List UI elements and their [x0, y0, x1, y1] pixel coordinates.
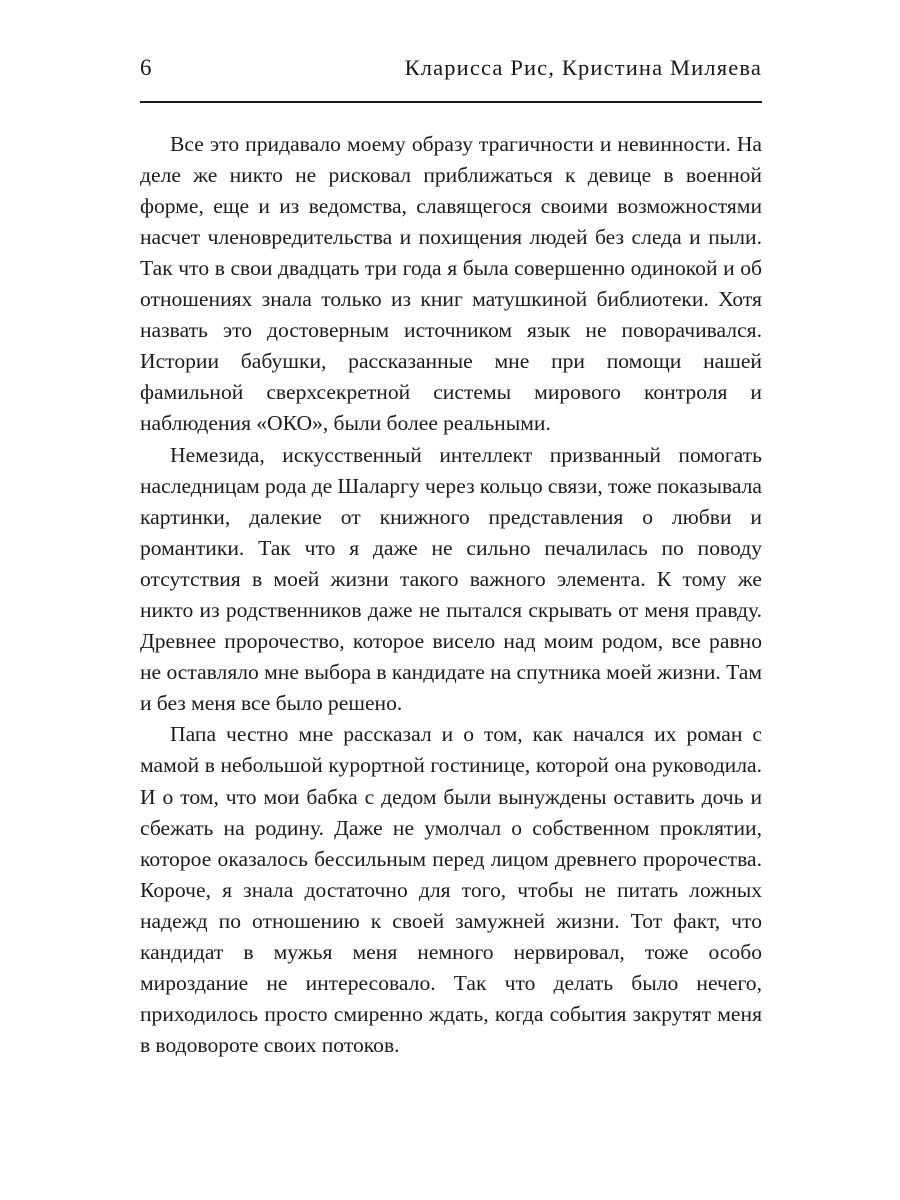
paragraph: Все это придавало моему образу трагичности и невинности. На деле же никто не рисковал приближаться к девице в военной форме, еще и из ведомства, славящегося своими возможностями насчет членовредительства и похищения людей без следа и пыли. Так что в свои двадцать три года я была совершенно одинокой и об отношениях знала только из книг матушкиной библиотеки. Хотя назвать это достоверным источником язык не поворачивался. Истории бабушки, рассказанные мне при помощи нашей фамильной сверхсекретной системы мирового контроля и наблюдения «ОКО», были более реальными.: [140, 131, 762, 436]
page-text-block: [140, 56, 762, 1061]
running-head-authors: Кларисса Рис, Кристина Миляева: [404, 55, 762, 80]
paragraph: Немезида, искусственный интеллект призванный помогать наследницам рода де Шаларгу через кольцо связи, тоже показывала картинки, далекие от книжного представления о любви и романтики. Так что я даже не сильно печалилась по поводу отсутствия в моей жизни такого важного элемента. К тому же никто из родственников даже не пытался скрывать от меня правду. Древнее пророчество, которое висело над моим родом, все равно не оставляло мне выбора в кандидате на спутника моей жизни. Там и без меня все было решено.: [140, 442, 763, 716]
paragraph: Папа честно мне рассказал и о том, как начался их роман с мамой в небольшой курортной гостинице, которой она руководила. И о том, что мои бабка с дедом были вынуждены оставить дочь и сбежать на родину. Даже не умолчал о собственном проклятии, которое оказалось бессильным перед лицом древнего пророчества. Короче, я знала достаточно для того, чтобы не питать ложных надежд по отношению к своей замужней жизни. Тот факт, что кандидат в мужья меня немного нервировал, тоже особо мироздание не интересовало. Так что делать было нечего, приходилось просто смиренно ждать, когда события закрутят меня в водовороте своих потоков.: [140, 722, 762, 1058]
header-divider-rule: [140, 101, 762, 103]
running-head: [140, 56, 762, 92]
page-number: 6: [140, 55, 152, 80]
body-text: [140, 129, 762, 1062]
